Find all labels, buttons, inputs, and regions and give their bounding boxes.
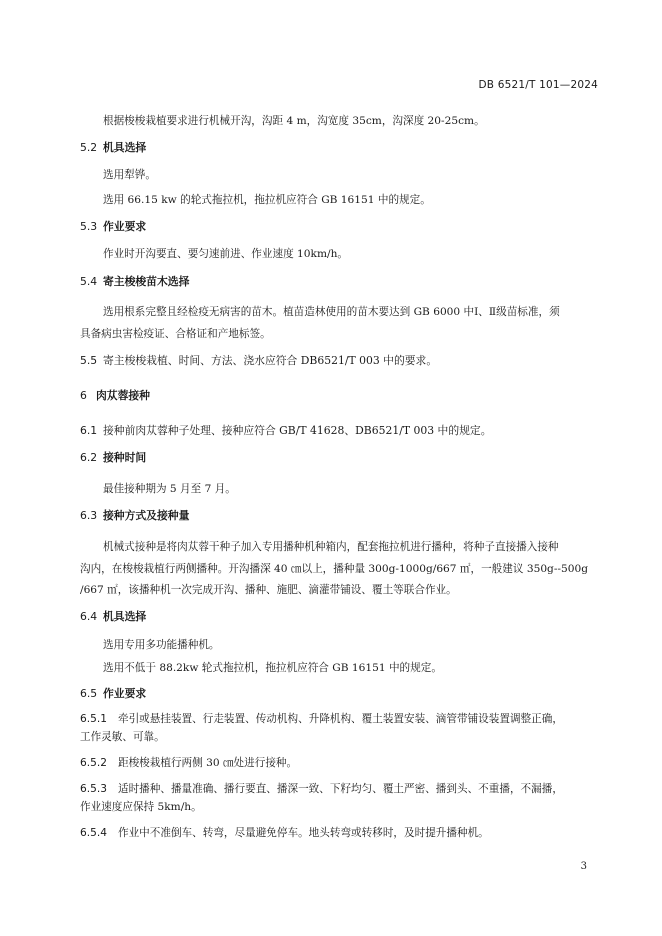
section-number: 6.3 — [80, 509, 98, 522]
section-title: 接种前肉苁蓉种子处理、接种应符合 GB/T 41628、DB6521/T 003 中的规定。 — [103, 424, 492, 437]
section-number: 6.5 — [80, 687, 98, 700]
clause-text: 牵引或悬挂装置、行走装置、传动机构、升降机构、覆土装置安装、滴管带铺设装置调整正确， — [118, 713, 563, 725]
section-number: 5.2 — [80, 141, 98, 154]
section-title: 寄主梭梭苗木选择 — [103, 275, 190, 288]
clause-number: 6.5.3 — [80, 783, 107, 795]
paragraph-line: 选用根系完整且经检疫无病害的苗木。植苗造林使用的苗木要达到 GB 6000 中Ⅰ、Ⅱ级苗标准，须 — [103, 306, 560, 318]
document-code: DB 6521/T 101—2024 — [478, 79, 598, 91]
section-number: 5.3 — [80, 220, 98, 233]
section-title: 机具选择 — [103, 610, 147, 623]
section-title: 寄主梭梭栽植、时间、方法、浇水应符合 DB6521/T 003 中的要求。 — [103, 354, 438, 367]
section-heading-5-5 — [80, 354, 598, 368]
clause-number: 6.5.1 — [80, 713, 107, 725]
clause-number: 6.5.4 — [80, 827, 107, 839]
page-number: 3 — [580, 861, 587, 872]
clause-6-5-4 — [80, 826, 598, 840]
clause-number: 6.5.2 — [80, 757, 107, 769]
paragraph-line: 作业时开沟要直、要匀速前进、作业速度 10km/h。 — [103, 248, 348, 260]
section-heading-5-2 — [80, 141, 598, 155]
section-title: 机具选择 — [103, 141, 147, 154]
paragraph-line: 最佳接种期为 5 月至 7 月。 — [103, 483, 236, 495]
clause-text: 距梭梭栽植行两侧 30 ㎝处进行接种。 — [118, 757, 298, 769]
section-title: 接种时间 — [103, 451, 147, 464]
paragraph-line: 具备病虫害检疫证、合格证和产地标签。 — [80, 328, 271, 340]
section-title: 作业要求 — [103, 220, 147, 233]
paragraph-line: 选用不低于 88.2kw 轮式拖拉机，拖拉机应符合 GB 16151 中的规定。 — [103, 662, 442, 674]
section-title: 肉苁蓉接种 — [96, 389, 150, 402]
section-heading-6-3 — [80, 509, 598, 523]
section-heading-6-1 — [80, 424, 598, 438]
section-heading-6-5 — [80, 687, 598, 701]
paragraph-line: 选用 66.15 kw 的轮式拖拉机，拖拉机应符合 GB 16151 中的规定。 — [103, 194, 431, 206]
clause-6-5-2 — [80, 756, 598, 770]
section-heading-5-3 — [80, 220, 598, 234]
section-number: 5.4 — [80, 275, 98, 288]
section-number: 6.2 — [80, 451, 98, 464]
clause-text: 适时播种、播量准确、播行要直、播深一致、下籽均匀、覆土严密、播到头、不重播，不漏播， — [118, 783, 563, 795]
paragraph-line: 选用犁铧。 — [103, 169, 156, 181]
paragraph-line: 机械式接种是将肉苁蓉干种子加入专用播种机种箱内，配套拖拉机进行播种，将种子直接播入接种 — [103, 541, 559, 553]
section-title: 作业要求 — [103, 687, 147, 700]
paragraph-line: 根据梭梭栽植要求进行机械开沟，沟距 4 m，沟宽度 35cm，沟深度 20-25cm。 — [103, 115, 485, 127]
section-heading-6-2 — [80, 451, 598, 465]
section-number: 6.1 — [80, 424, 98, 437]
clause-6-5-3 — [80, 782, 598, 796]
section-number: 5.5 — [80, 354, 98, 367]
paragraph-line: 工作灵敏、可靠。 — [80, 731, 165, 743]
clause-6-5-1 — [80, 712, 598, 726]
paragraph-line: 沟内，在梭梭栽植行两侧播种。开沟播深 40 ㎝以上，播种量 300g-1000g/667 ㎡，一般建议 350g--500g — [80, 563, 588, 575]
paragraph-line: 选用专用多功能播种机。 — [103, 639, 220, 651]
section-heading-5-4 — [80, 275, 598, 289]
section-heading-6 — [80, 389, 598, 403]
paragraph-line: 作业速度应保持 5km/h。 — [80, 801, 202, 813]
section-title: 接种方式及接种量 — [103, 509, 190, 522]
paragraph-line: /667 ㎡，该播种机一次完成开沟、播种、施肥、滴灌带铺设、覆土等联合作业。 — [80, 584, 457, 596]
clause-text: 作业中不准倒车、转弯，尽量避免停车。地头转弯或转移时，及时提升播种机。 — [118, 827, 489, 839]
section-number: 6 — [80, 389, 87, 402]
section-number: 6.4 — [80, 610, 98, 623]
section-heading-6-4 — [80, 610, 598, 624]
